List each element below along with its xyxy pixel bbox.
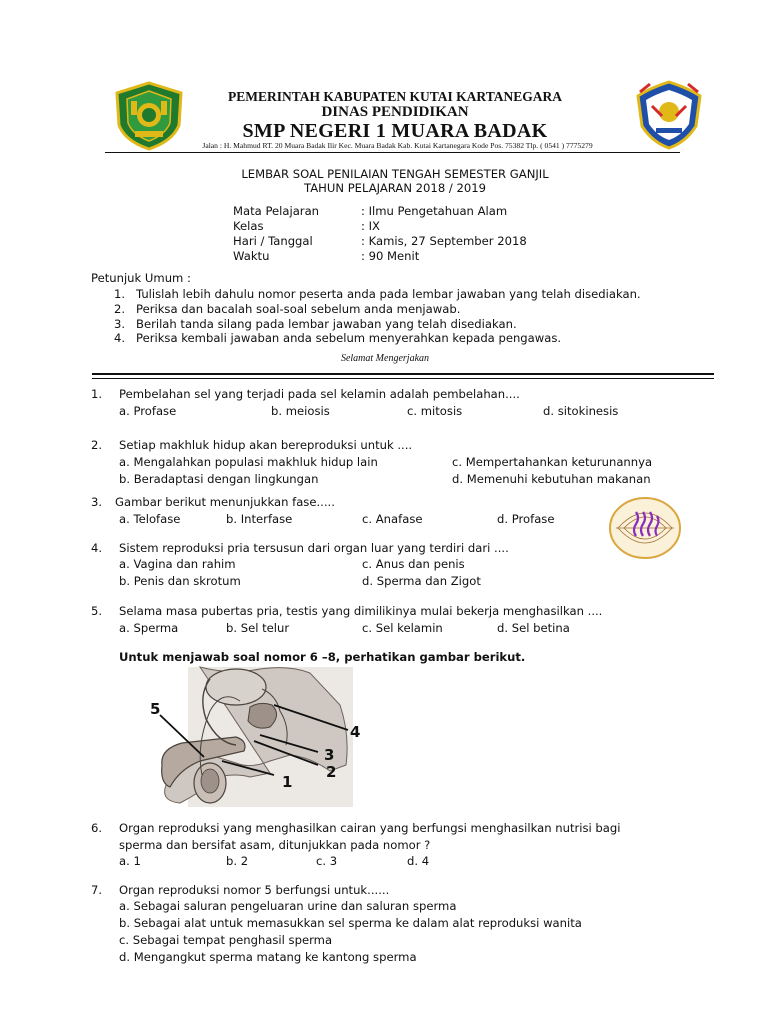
info-label-subject: Mata Pelajaran — [233, 204, 320, 218]
instructions-heading: Petunjuk Umum : — [91, 271, 191, 285]
figure-label-1: 1 — [282, 773, 293, 791]
figure-label-3: 3 — [324, 746, 335, 764]
instruction-text: Periksa dan bacalah soal-soal sebelum anda menjawab. — [136, 302, 461, 316]
option-a: a. Telofase — [119, 512, 181, 526]
question-number: 4. — [91, 541, 103, 555]
info-label-time: Waktu — [233, 249, 270, 263]
school-name: SMP NEGERI 1 MUARA BADAK — [242, 120, 548, 142]
group-instruction: Untuk menjawab soal nomor 6 –8, perhatikan gambar berikut. — [119, 650, 526, 664]
question-number: 5. — [91, 604, 103, 618]
instruction-num: 3. — [114, 317, 126, 331]
info-label-date: Hari / Tanggal — [233, 234, 313, 248]
question-text: Setiap makhluk hidup akan bereproduksi untuk .... — [119, 438, 413, 452]
option-b: b. Sebagai alat untuk memasukkan sel sperma ke dalam alat reproduksi wanita — [119, 916, 582, 930]
separator-rule-thick — [92, 373, 714, 375]
option-d: d. Sperma dan Zigot — [362, 574, 481, 588]
instruction-text: Berilah tanda silang pada lembar jawaban yang telah disediakan. — [136, 317, 517, 331]
separator-rule-thin — [92, 378, 714, 379]
option-c: c. Anus dan penis — [362, 557, 465, 571]
question-text: Pembelahan sel yang terjadi pada sel kelamin adalah pembelahan.... — [119, 387, 520, 401]
question-text: Gambar berikut menunjukkan fase..... — [115, 495, 335, 509]
option-d: d. 4 — [407, 854, 430, 868]
question-text: Organ reproduksi yang menghasilkan cairan yang berfungsi menghasilkan nutrisi bagi — [119, 821, 621, 835]
exam-title-line1: LEMBAR SOAL PENILAIAN TENGAH SEMESTER GANJIL — [241, 167, 549, 181]
option-b: b. Interfase — [226, 512, 293, 526]
figure-label-4: 4 — [350, 723, 361, 741]
instruction-text: Tulislah lebih dahulu nomor peserta anda pada lembar jawaban yang telah disediakan. — [136, 287, 641, 301]
option-a: a. Sperma — [119, 621, 179, 635]
info-value-subject: : Ilmu Pengetahuan Alam — [361, 204, 508, 218]
option-c: c. Sel kelamin — [362, 621, 443, 635]
option-d: d. Sel betina — [497, 621, 570, 635]
option-c: c. Mempertahankan keturunannya — [452, 455, 653, 469]
question-number: 1. — [91, 387, 103, 401]
instruction-num: 1. — [114, 287, 126, 301]
question-text: Selama masa pubertas pria, testis yang dimilikinya mulai bekerja menghasilkan .... — [119, 604, 603, 618]
option-a: a. Sebagai saluran pengeluaran urine dan saluran sperma — [119, 899, 457, 913]
question-number: 6. — [91, 821, 103, 835]
option-a: a. Mengalahkan populasi makhluk hidup lain — [119, 455, 378, 469]
school-address: Jalan : H. Mahmud RT. 20 Muara Badak Ilir Kec. Muara Badak Kab. Kutai Kartanegara Kode Pos. 75382 Tlp. ( 0541 ) 7775279 — [202, 141, 593, 150]
question-number: 2. — [91, 438, 103, 452]
header-rule — [105, 152, 680, 153]
option-d: d. sitokinesis — [543, 404, 619, 418]
question-text-cont: sperma dan bersifat asam, ditunjukkan pada nomor ? — [119, 838, 431, 852]
figure-label-5: 5 — [150, 700, 161, 718]
question-number: 3. — [91, 495, 103, 509]
figure-label-2: 2 — [326, 763, 337, 781]
figure-pointer-lines — [140, 665, 365, 810]
option-d: d. Mengangkut sperma matang ke kantong sperma — [119, 950, 417, 964]
question-number: 7. — [91, 883, 103, 897]
question-text: Organ reproduksi nomor 5 berfungsi untuk...... — [119, 883, 390, 897]
option-d: d. Memenuhi kebutuhan makanan — [452, 472, 651, 486]
info-value-time: : 90 Menit — [361, 249, 420, 263]
closing-text: Selamat Mengerjakan — [340, 353, 430, 364]
question-text: Sistem reproduksi pria tersusun dari organ luar yang terdiri dari .... — [119, 541, 509, 555]
option-d: d. Profase — [497, 512, 555, 526]
option-b: b. Penis dan skrotum — [119, 574, 241, 588]
exam-title-line2: TAHUN PELAJARAN 2018 / 2019 — [304, 181, 486, 195]
instruction-num: 2. — [114, 302, 126, 316]
header-line1: PEMERINTAH KABUPATEN KUTAI KARTANEGARA — [228, 89, 562, 104]
info-value-class: : IX — [361, 219, 380, 233]
option-c: c. 3 — [316, 854, 338, 868]
cell-division-image — [608, 496, 682, 560]
option-a: a. 1 — [119, 854, 141, 868]
option-c: c. Anafase — [362, 512, 423, 526]
option-a: a. Vagina dan rahim — [119, 557, 236, 571]
option-c: c. Sebagai tempat penghasil sperma — [119, 933, 333, 947]
option-b: b. 2 — [226, 854, 249, 868]
option-c: c. mitosis — [407, 404, 463, 418]
instruction-num: 4. — [114, 331, 126, 345]
info-value-date: : Kamis, 27 September 2018 — [361, 234, 527, 248]
option-b: b. Sel telur — [226, 621, 290, 635]
option-b: b. Beradaptasi dengan lingkungan — [119, 472, 319, 486]
option-a: a. Profase — [119, 404, 177, 418]
header-line2: DINAS PENDIDIKAN — [321, 104, 469, 120]
option-b: b. meiosis — [271, 404, 330, 418]
info-label-class: Kelas — [233, 219, 264, 233]
instruction-text: Periksa kembali jawaban anda sebelum menyerahkan kepada pengawas. — [136, 331, 562, 345]
